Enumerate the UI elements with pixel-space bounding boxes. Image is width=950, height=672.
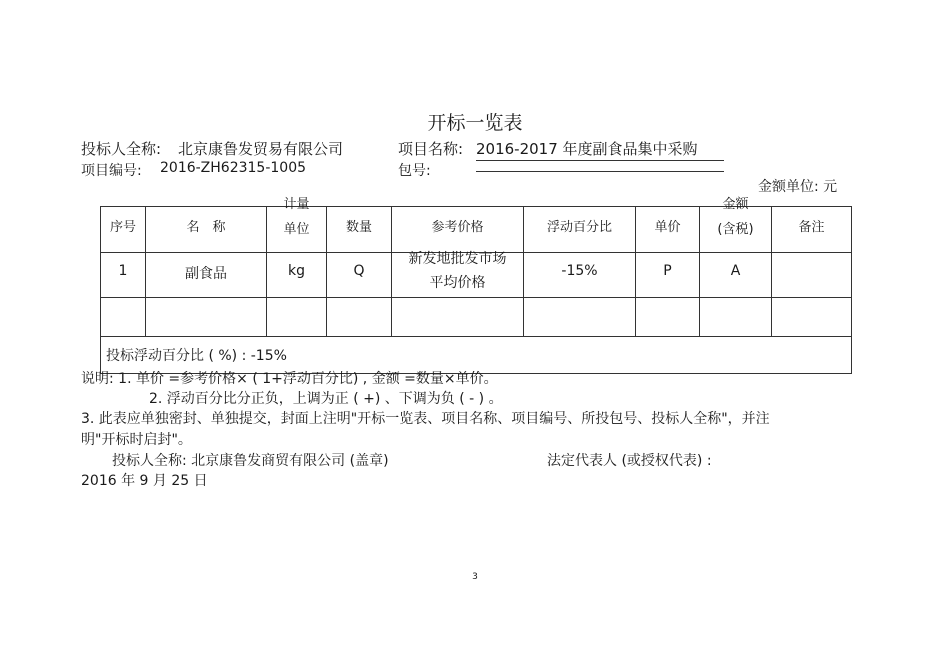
col-header-seq: 序号 bbox=[101, 207, 146, 253]
cell-unit-price: P bbox=[636, 253, 700, 298]
cell-name: 副食品 bbox=[146, 253, 267, 298]
note-line-4: 明"开标时启封"。 bbox=[81, 432, 192, 448]
col-header-ref-price: 参考价格 bbox=[392, 207, 524, 253]
col-header-unit-price: 单价 bbox=[636, 207, 700, 253]
project-no-label: 项目编号: bbox=[81, 163, 142, 179]
bid-summary-table bbox=[100, 197, 852, 374]
cell-qty: Q bbox=[327, 253, 392, 298]
project-no-value: 2016-ZH62315-1005 bbox=[160, 160, 307, 176]
table-row-empty bbox=[101, 298, 852, 337]
note-line-2: 2. 浮动百分比分正负，上调为正 ( +) 、下调为负 ( - ) 。 bbox=[149, 391, 503, 407]
table-header-row bbox=[101, 207, 852, 253]
signature-bidder: 投标人全称: 北京康鲁发商贸有限公司 (盖章) bbox=[112, 453, 389, 469]
float-pct-summary: 投标浮动百分比 ( %) : -15% bbox=[101, 337, 852, 374]
document-date: 2016 年 9 月 25 日 bbox=[81, 473, 208, 489]
cell-seq: 1 bbox=[101, 253, 146, 298]
cell-ref-price: 新发地批发市场 平均价格 bbox=[392, 253, 524, 298]
note-line-1: 说明: 1. 单价 =参考价格× ( 1+浮动百分比) , 金额 =数量×单价。 bbox=[81, 371, 498, 387]
signature-legal-rep: 法定代表人 (或授权代表) : bbox=[547, 453, 712, 469]
package-underline bbox=[476, 171, 724, 172]
project-name-label: 项目名称: bbox=[398, 140, 464, 158]
package-label: 包号: bbox=[398, 163, 431, 179]
col-header-unit: 计量 单位 bbox=[267, 207, 327, 253]
cell-float-pct: -15% bbox=[524, 253, 636, 298]
col-header-name: 名 称 bbox=[146, 207, 267, 253]
col-header-remark: 备注 bbox=[772, 207, 852, 253]
col-header-qty: 数量 bbox=[327, 207, 392, 253]
col-header-float-pct: 浮动百分比 bbox=[524, 207, 636, 253]
page-number: 3 bbox=[472, 572, 478, 582]
col-header-amount: 金额 (含税) bbox=[700, 207, 772, 253]
bidder-value: 北京康鲁发贸易有限公司 bbox=[178, 140, 344, 158]
note-line-3: 3. 此表应单独密封、单独提交，封面上注明"开标一览表、项目名称、项目编号、所投包号、投标人全称"，并注 bbox=[81, 411, 770, 427]
cell-amount: A bbox=[700, 253, 772, 298]
cell-unit: kg bbox=[267, 253, 327, 298]
page-title: 开标一览表 bbox=[427, 112, 523, 134]
currency-unit-note: 金额单位: 元 bbox=[758, 179, 838, 195]
project-name-value: 2016-2017 年度副食品集中采购 bbox=[476, 138, 724, 161]
table-row bbox=[101, 253, 852, 298]
cell-remark bbox=[772, 253, 852, 298]
bidder-label: 投标人全称: bbox=[81, 140, 162, 158]
